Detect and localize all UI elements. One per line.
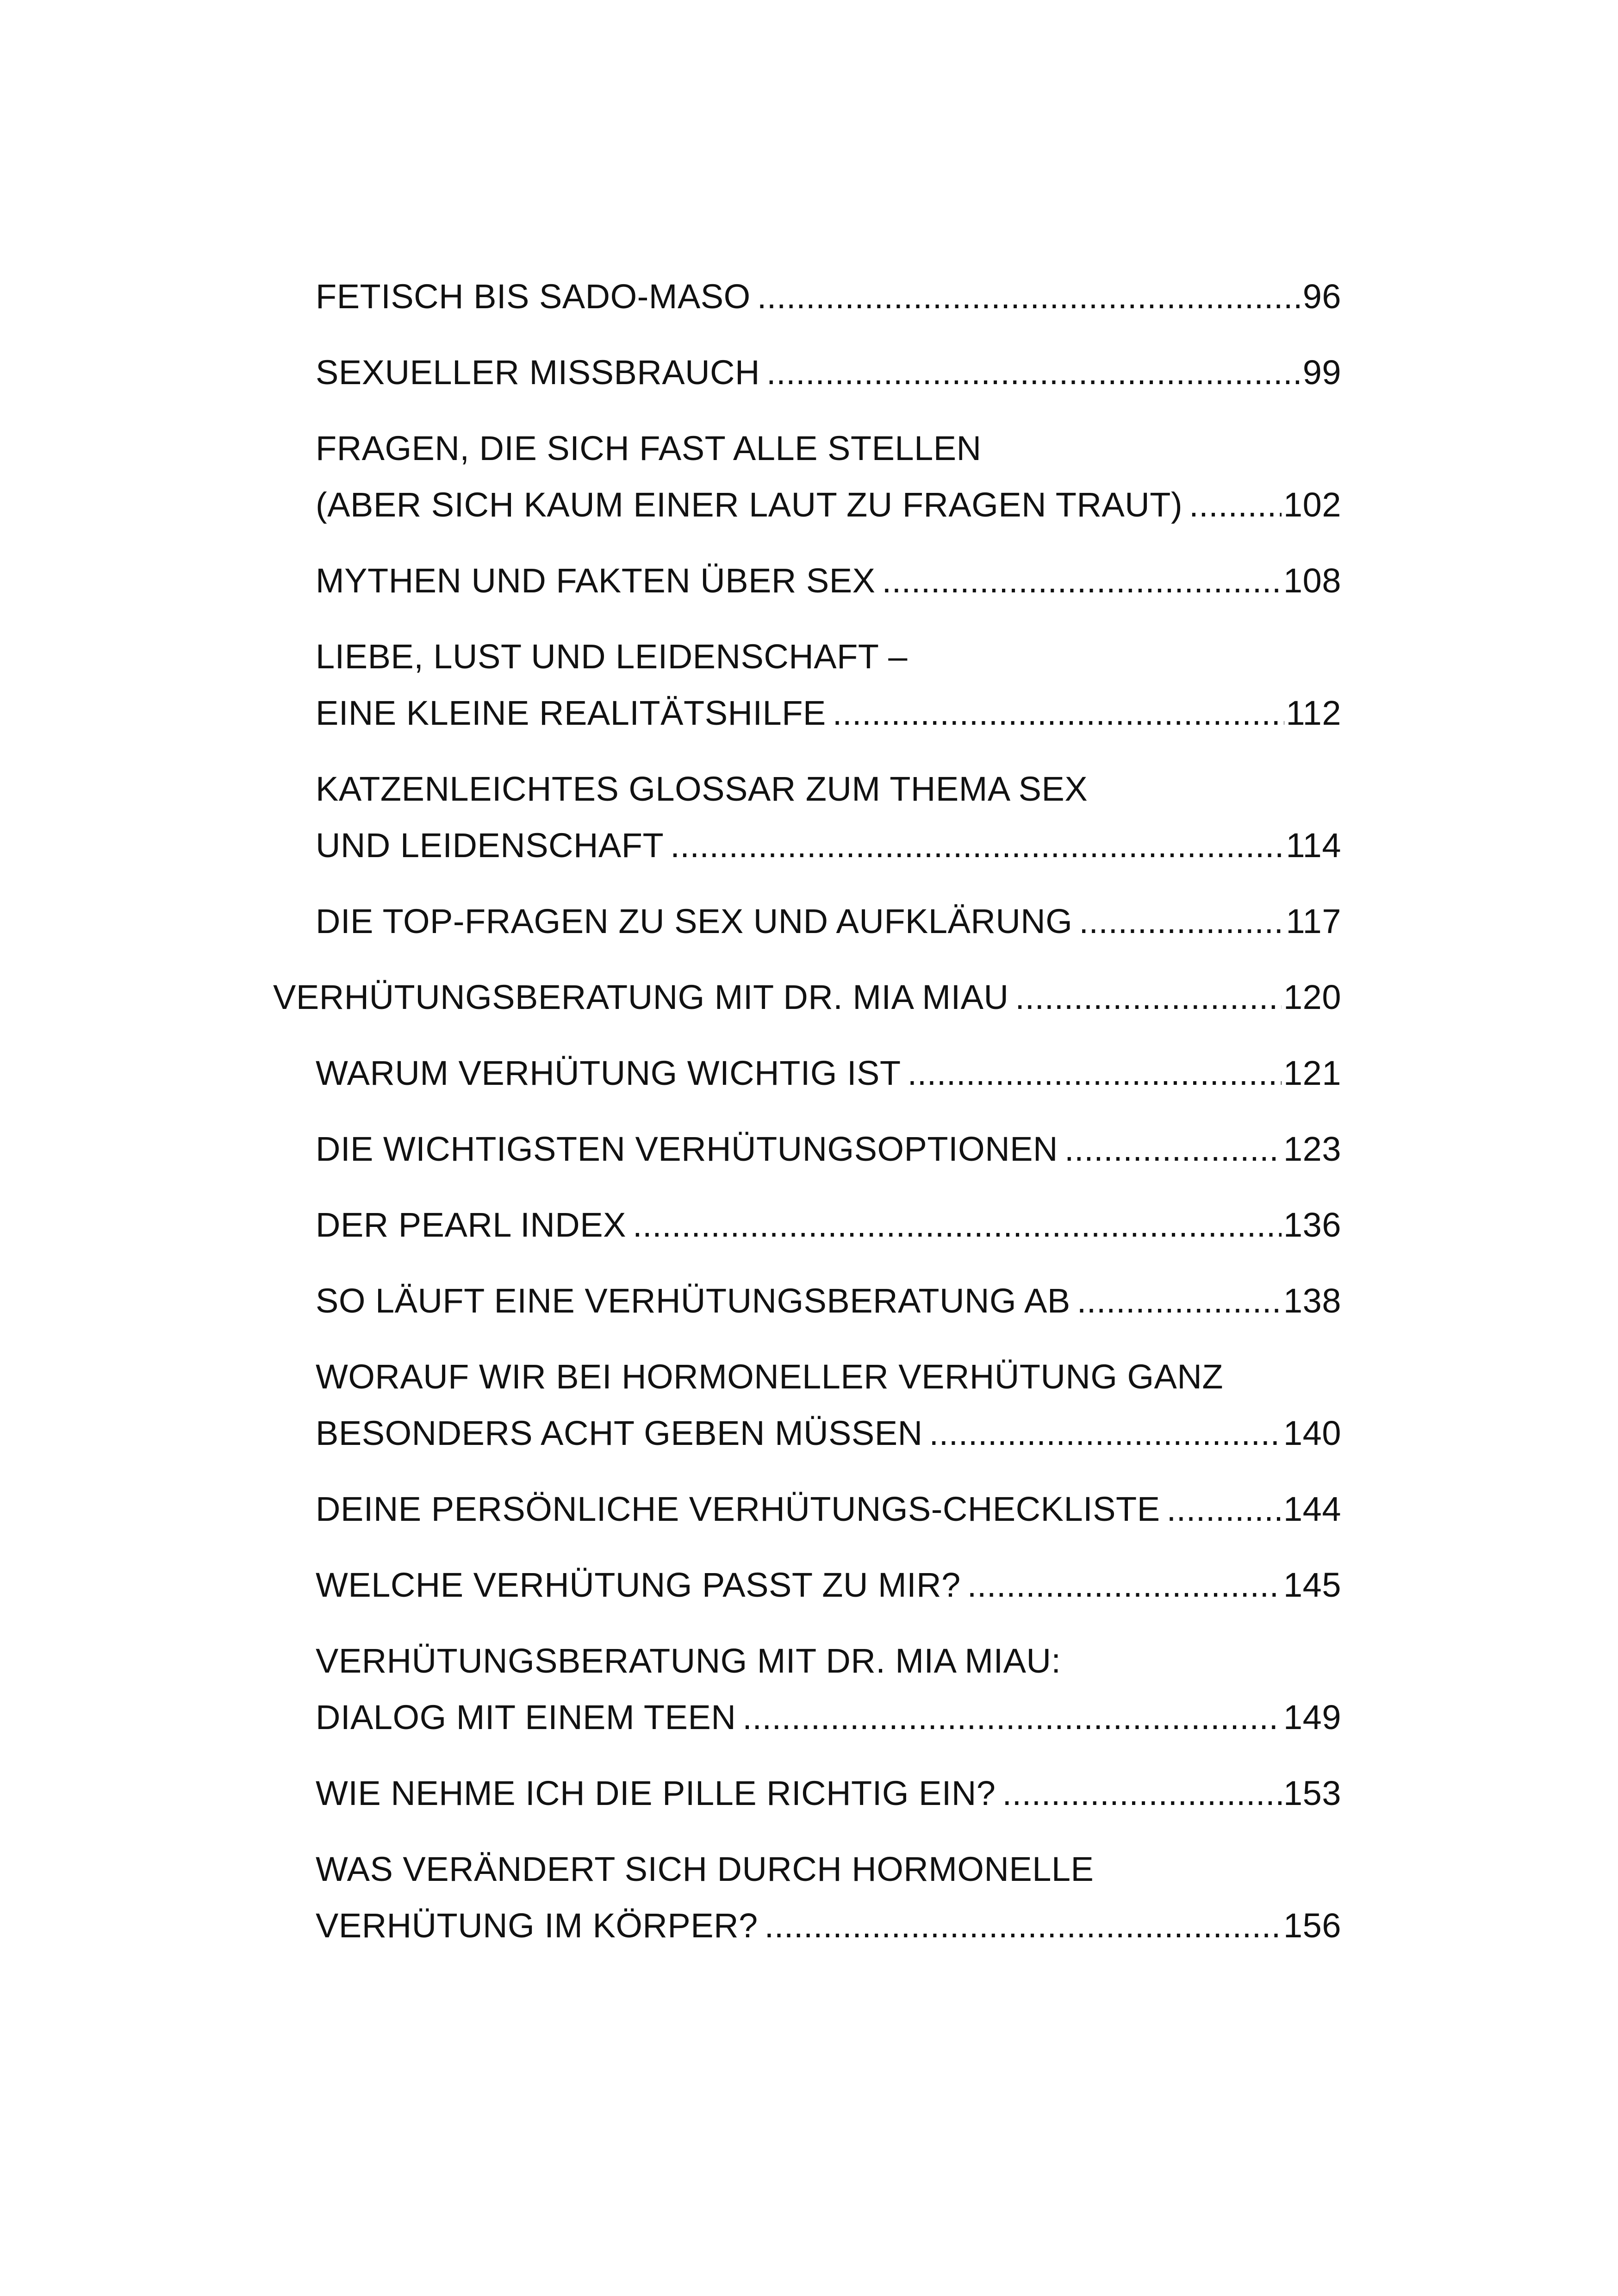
toc-entry-last-line — [316, 1121, 1341, 1177]
dot-leader — [1002, 1765, 1282, 1822]
toc-entry-title-line: VERHÜTUNGSBERATUNG MIT DR. MIA MIAU — [273, 978, 1009, 1016]
toc-entry-title-line: EINE KLEINE REALITÄTSHILFE — [316, 694, 826, 732]
toc-page-number: 99 — [1302, 353, 1341, 392]
toc-entry[interactable] — [273, 1273, 1341, 1329]
toc-entry-title-line: BESONDERS ACHT GEBEN MÜSSEN — [316, 1414, 923, 1452]
toc-entry-last-line — [316, 477, 1341, 533]
toc-entry-title-line: DIE WICHTIGSTEN VERHÜTUNGSOPTIONEN — [316, 1130, 1058, 1168]
dot-leader — [742, 1689, 1282, 1746]
dot-leader — [765, 1898, 1282, 1954]
toc-entry-last-line — [316, 553, 1341, 609]
toc-entry-title-line: DIALOG MIT EINEM TEEN — [316, 1698, 736, 1736]
dot-leader — [1189, 477, 1282, 533]
toc-page-number: 121 — [1283, 1054, 1341, 1092]
toc-entry-title-line: FETISCH BIS SADO-MASO — [316, 277, 751, 316]
toc-entry-last-line — [316, 344, 1341, 401]
toc-entry-title-line: WARUM VERHÜTUNG WICHTIG IST — [316, 1054, 901, 1092]
toc-entry-title-line: SO LÄUFT EINE VERHÜTUNGSBERATUNG AB — [316, 1282, 1070, 1320]
toc-entry-title-line: VERHÜTUNGSBERATUNG MIT DR. MIA MIAU: — [316, 1642, 1061, 1680]
toc-entry-title-line: LIEBE, LUST UND LEIDENSCHAFT – — [316, 637, 908, 676]
toc-chapter-entry[interactable] — [273, 969, 1341, 1026]
toc-page-number: 156 — [1283, 1906, 1341, 1945]
toc-entry[interactable] — [273, 1765, 1341, 1822]
toc-entry-title-line: WIE NEHME ICH DIE PILLE RICHTIG EIN? — [316, 1774, 996, 1812]
toc-entry-last-line — [316, 1197, 1341, 1253]
toc-entry-title-line: VERHÜTUNG IM KÖRPER? — [316, 1906, 758, 1945]
dot-leader — [766, 344, 1301, 401]
toc-entry-title-line: DEINE PERSÖNLICHE VERHÜTUNGS-CHECKLISTE — [316, 1490, 1160, 1528]
toc-entry-title-line: DIE TOP-FRAGEN ZU SEX UND AUFKLÄRUNG — [316, 902, 1073, 940]
toc-entry[interactable] — [273, 420, 1341, 533]
toc-entry-last-line — [316, 1689, 1341, 1746]
dot-leader — [1079, 893, 1284, 950]
toc-page-number: 120 — [1283, 978, 1341, 1016]
dot-leader — [1077, 1273, 1282, 1329]
dot-leader — [908, 1045, 1282, 1101]
dot-leader — [1064, 1121, 1282, 1177]
toc-page-number: 102 — [1283, 485, 1341, 524]
toc-entry-title-line: KATZENLEICHTES GLOSSAR ZUM THEMA SEX — [316, 770, 1088, 808]
toc-entry[interactable] — [273, 344, 1341, 401]
toc-page-number: 114 — [1286, 826, 1341, 865]
toc-entry-last-line — [316, 685, 1341, 741]
toc-entry-title-line: (ABER SICH KAUM EINER LAUT ZU FRAGEN TRAUT) — [316, 485, 1183, 524]
toc-entry-last-line — [316, 1045, 1341, 1101]
toc-entry-title-line: DER PEARL INDEX — [316, 1206, 626, 1244]
toc-entry-title-line: FRAGEN, DIE SICH FAST ALLE STELLEN — [316, 429, 982, 467]
toc-page-number: 153 — [1283, 1774, 1341, 1812]
toc-entry-title-line: UND LEIDENSCHAFT — [316, 826, 664, 865]
toc-entry[interactable] — [273, 1121, 1341, 1177]
toc-page-number: 112 — [1286, 694, 1341, 732]
dot-leader — [633, 1197, 1282, 1253]
toc-entry[interactable] — [273, 893, 1341, 950]
toc-entry-last-line — [316, 1273, 1341, 1329]
toc-entry-title-line: WORAUF WIR BEI HORMONELLER VERHÜTUNG GANZ — [316, 1357, 1224, 1396]
toc-entry-last-line — [316, 1765, 1341, 1822]
toc-page-number: 145 — [1283, 1566, 1341, 1604]
toc-page-number: 96 — [1302, 277, 1341, 316]
toc-entry-last-line — [273, 969, 1341, 1026]
toc-entry-last-line — [316, 1898, 1341, 1954]
toc-entry[interactable] — [273, 628, 1341, 741]
toc-page-number: 149 — [1283, 1698, 1341, 1736]
toc-entry-title-line: MYTHEN UND FAKTEN ÜBER SEX — [316, 561, 876, 600]
toc-page-number: 108 — [1283, 561, 1341, 600]
dot-leader — [1167, 1481, 1282, 1537]
toc-entry-last-line — [316, 1405, 1341, 1462]
dot-leader — [670, 817, 1284, 874]
dot-leader — [967, 1557, 1282, 1613]
toc-page-number: 117 — [1286, 902, 1341, 940]
toc-entry[interactable] — [273, 1633, 1341, 1746]
toc-entry[interactable] — [273, 1045, 1341, 1101]
toc-entry[interactable] — [273, 553, 1341, 609]
toc-entry[interactable] — [273, 268, 1341, 325]
toc-page-number: 140 — [1283, 1414, 1341, 1452]
toc-entry[interactable] — [273, 1349, 1341, 1462]
toc-entry[interactable] — [273, 1557, 1341, 1613]
toc-entry-last-line — [316, 1481, 1341, 1537]
toc-entry[interactable] — [273, 1197, 1341, 1253]
toc-page-number: 136 — [1283, 1206, 1341, 1244]
dot-leader — [1015, 969, 1282, 1026]
dot-leader — [833, 685, 1284, 741]
toc-entry[interactable] — [273, 1841, 1341, 1954]
toc-entry-last-line — [316, 1557, 1341, 1613]
dot-leader — [882, 553, 1282, 609]
dot-leader — [929, 1405, 1282, 1462]
toc-entry-title-line: WELCHE VERHÜTUNG PASST ZU MIR? — [316, 1566, 961, 1604]
toc-entry-title-line: SEXUELLER MISSBRAUCH — [316, 353, 760, 392]
toc-entry-last-line — [316, 817, 1341, 874]
toc-entry-last-line — [316, 893, 1341, 950]
toc-entry-last-line — [316, 268, 1341, 325]
table-of-contents — [273, 268, 1341, 1973]
dot-leader — [757, 268, 1301, 325]
toc-page-number: 144 — [1283, 1490, 1341, 1528]
toc-entry[interactable] — [273, 761, 1341, 874]
toc-page-number: 123 — [1283, 1130, 1341, 1168]
toc-page-number: 138 — [1283, 1282, 1341, 1320]
toc-entry[interactable] — [273, 1481, 1341, 1537]
toc-entry-title-line: WAS VERÄNDERT SICH DURCH HORMONELLE — [316, 1850, 1094, 1888]
